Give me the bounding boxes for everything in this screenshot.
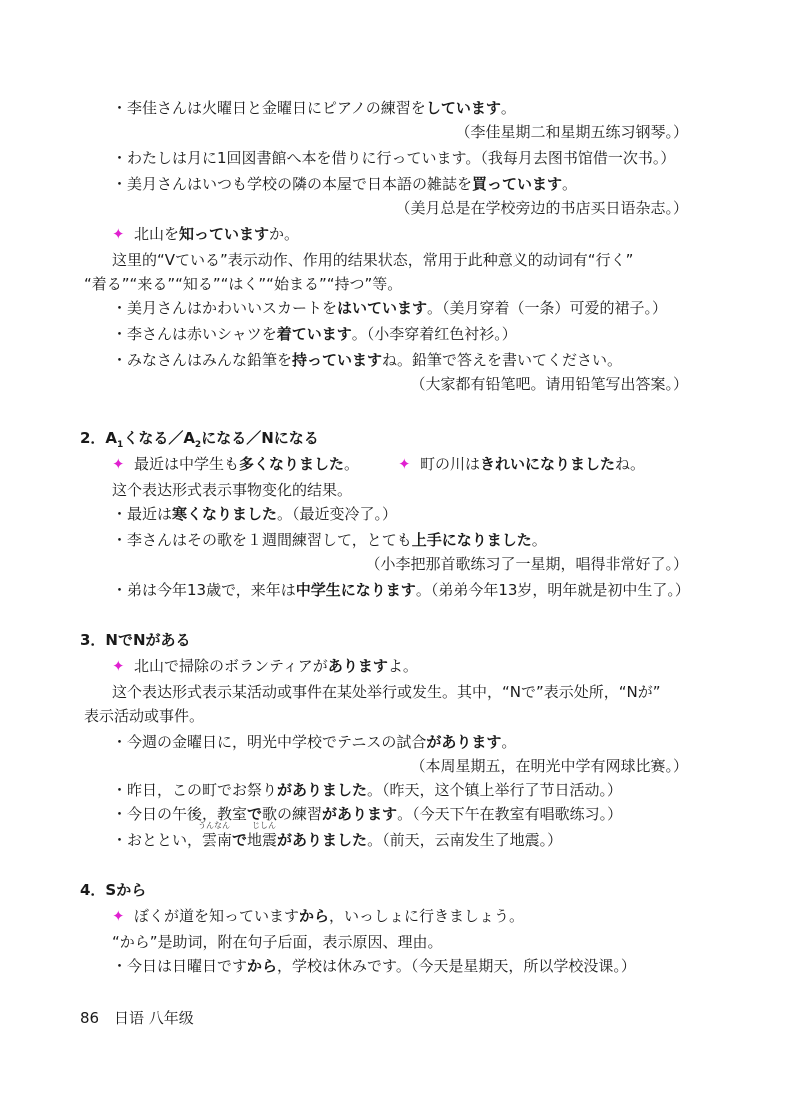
section-heading: 3．NでNがある [80,631,191,649]
example-translation: （大家都有铅笔吧。请用铅笔写出答案。） [410,375,688,393]
diamond-icon: ✦ [398,455,411,473]
example-translation: （美月总是在学校旁边的书店买日语杂志。） [395,199,688,217]
explanation: 这里的“Vている”表示动作、作用的结果状态，常用于此种意义的动词有“行く” [112,251,634,269]
example-sentence: ・弟は今年13歳で，来年は中学生になります。（弟弟今年13岁，明年就是初中生了。） [112,581,690,599]
example-sentence: ・李さんは赤いシャツを着ています。（小李穿着红色衬衫。） [112,325,517,343]
example-translation: （本周星期五，在明光中学有网球比赛。） [410,757,688,775]
example-sentence: ・今日は日曜日ですから，学校は休みです。（今天是星期天，所以学校没课。） [112,957,636,975]
example-sentence: ・おととい，雲南で地震がありました。（前天，云南发生了地震。） [112,831,563,849]
key-example: ✦ 北山を知っていますか。 [112,225,300,243]
explanation: 表示活动或事件。 [84,707,205,725]
example-sentence: ・美月さんはいつも学校の隣の本屋で日本語の雑誌を買っています。 [112,175,578,193]
example-translation: （小李把那首歌练习了一星期，唱得非常好了。） [365,555,688,573]
key-example: ✦ 町の川はきれいになりましたね。 [398,455,646,473]
furigana: じしん [252,821,276,830]
example-sentence: ・わたしは月に1回図書館へ本を借りに行っています。（我每月去图书馆借一次书。） [112,149,676,167]
example-translation: （李佳星期二和星期五练习钢琴。） [455,123,688,141]
example-sentence: ・昨日，この町でお祭りがありました。（昨天，这个镇上举行了节日活动。） [112,781,623,799]
example-sentence: ・みなさんはみんな鉛筆を持っていますね。鉛筆で答えを書いてください。 [112,351,623,369]
diamond-icon: ✦ [112,657,125,675]
key-example: ✦ ぼくが道を知っていますから，いっしょに行きましょう。 [112,907,525,925]
diamond-icon: ✦ [112,907,125,925]
explanation: 这个表达形式表示事物变化的结果。 [112,481,353,499]
example-sentence: ・最近は寒くなりました。（最近变冷了。） [112,505,398,523]
furigana: うんなん [198,821,230,830]
example-sentence: ・李さんはその歌を１週間練習して，とても上手になりました。 [112,531,547,549]
section-heading: 2．$A_1$くなる$/A_2$になる／Nになる [80,429,319,450]
diamond-icon: ✦ [112,455,125,473]
key-example: ✦ 北山で掃除のボランティアがありますよ。 [112,657,418,675]
example-sentence: ・美月さんはかわいいスカートをはいています。（美月穿着（一条）可爱的裙子。） [112,299,668,317]
explanation: “から”是助词，附在句子后面，表示原因、理由。 [112,933,443,951]
explanation: 这个表达形式表示某活动或事件在某处举行或发生。其中，“Nで”表示处所，“Nが” [112,683,661,701]
key-example: ✦ 最近は中学生も多くなりました。 [112,455,360,473]
example-sentence: ・今週の金曜日に，明光中学校でテニスの試合があります。 [112,733,517,751]
example-sentence: ・今日の午後，教室で歌の練習があります。（今天下午在教室有唱歌练习。） [112,805,623,823]
example-sentence: ・李佳さんは火曜日と金曜日にピアノの練習をしています。 [112,99,516,117]
explanation: “着る”“来る”“知る”“はく”“始まる”“持つ”等。 [84,275,403,293]
page-number: 86 [80,1009,100,1027]
book-title: 日语 八年级 [114,1009,194,1027]
section-heading: 4．Sから [80,881,147,899]
diamond-icon: ✦ [112,225,125,243]
